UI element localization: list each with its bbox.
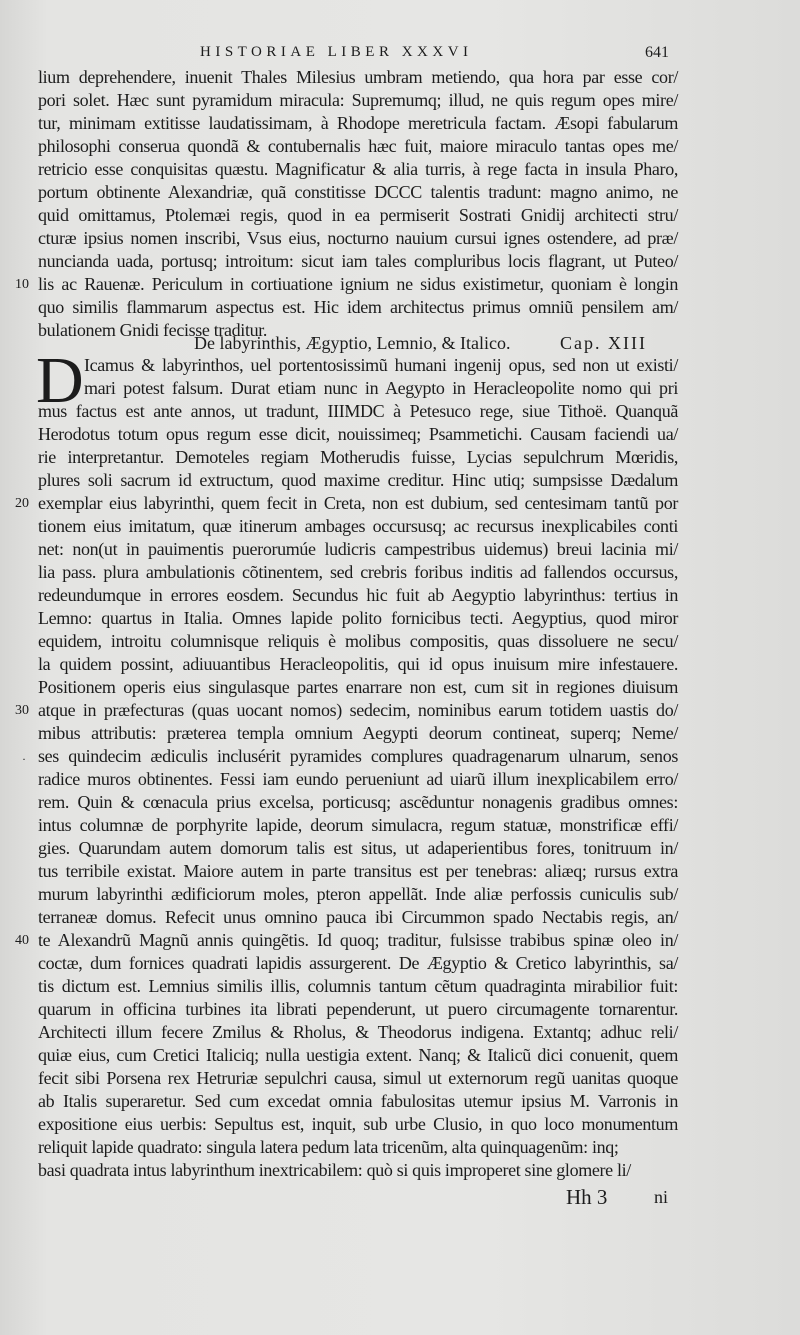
text-line: exemplar eius labyrinthi, quem fecit in Creta, non est dubium, sed centesimam tantũ por: [38, 493, 678, 513]
text-line: quo similis flammarum aspectus est. Hic idem architectus primus omniũ pensilem am/: [38, 297, 678, 317]
text-line: reliquit lapide quadrato: singula latera pedum lata tricenũm, alta quinquagenũm: inq;: [38, 1137, 619, 1157]
text-line: expositione eius uerbis: Sepultus est, inquit, sub urbe Clusio, in quo loco monumentum: [38, 1114, 678, 1134]
text-line: mus factus est ante annos, ut tradunt, IIIMDC à Petesuco rege, siue Tithoë. Quanquã: [38, 401, 678, 421]
text-line: Icamus & labyrinthos, uel portentosissimũ humani ingenij opus, sed non ut existi/: [84, 355, 678, 375]
margin-line-number: 20: [15, 496, 29, 511]
text-line: rem. Quin & cœnacula prius excelsa, porticusq; ascẽduntur nonagenis gradibus omnes:: [38, 792, 678, 812]
running-title: HISTORIAE LIBER XXXVI: [200, 44, 473, 60]
text-line: Lemno: quartus in Italia. Omnes lapide polito fornicibus tecti. Aegyptius, quod miror: [38, 608, 678, 628]
text-line: philosophi conserua quondã & contubernalis hæc fuit, maiore miraculo tantas opes me/: [38, 136, 678, 156]
text-line: te Alexandrũ Magnũ annis quingẽtis. Id quoq; traditur, fulsisse trabibus spinæ oleo in/: [38, 930, 678, 950]
text-line: terraneæ domus. Refecit unus omnino pauca ibi Circummon spado Nectabis regis, an/: [38, 907, 678, 927]
text-line: murum labyrinthi ædificiorum moles, pteron appellãt. Inde aliæ perfossis cuniculis sub/: [38, 884, 678, 904]
signature-mark: Hh 3: [566, 1185, 608, 1209]
text-line: quid omittamus, Ptolemæi regis, quod in ea permiserit Sostrati Gnidij architecti stru/: [38, 205, 678, 225]
text-line: intus columnæ de porphyrite lapide, deorum simulacra, regum statuæ, monstrificæ effi/: [38, 815, 678, 835]
text-line: retricio esse conquisitas quæstu. Magnificatur & alia turris, à rege facta in insula Pharo,: [38, 159, 678, 179]
margin-line-number: 30: [15, 703, 29, 718]
text-line: cturæ ipsius nomen inscribi, Vsus eius, nocturno nauium cursui ignes ostendere, ad præ/: [38, 228, 678, 248]
chapter-number: Cap. XIII: [560, 333, 647, 353]
text-line: gies. Quarundam autem domorum talis est situs, ut adaperientibus fores, tonitruum in/: [38, 838, 678, 858]
margin-line-number: 10: [15, 277, 29, 292]
catchword: ni: [654, 1187, 669, 1207]
drop-cap: D: [36, 344, 84, 417]
text-line: lia pass. plura ambulationis cõtinentem, sed crebris foribus inditis ad fallendos occursus,: [38, 562, 678, 582]
text-line: la quidem possint, adiuuantibus Heracleopolitis, qui id opus inuisum mire infestauere.: [38, 654, 678, 674]
text-line: ses quindecim ædiculis inclusérit pyramides complures quadragenarum ulnarum, senos: [38, 746, 678, 766]
text-line: quiæ eius, cum Cretici Italiciq; nulla uestigia extent. Nanq; & Italicũ dici conuenit, quem: [38, 1045, 678, 1065]
text-line: basi quadrata intus labyrinthum inextricabilem: quò si quis improperet sine glomere li/: [38, 1160, 631, 1180]
text-line: fecit sibi Porsena rex Hetruriæ sepulchri causa, simul ut externorum regũ uanitas quoque: [38, 1068, 678, 1088]
text-line: equidem, introitu columnisque reliquis è molibus compositis, quas dissoluere ne secu/: [38, 631, 678, 651]
margin-line-number: 40: [15, 933, 29, 948]
page-number: 641: [645, 44, 669, 61]
text-line: quarum in officina turbines ita librati pependerunt, ut puero circumagente tornarentur.: [38, 999, 678, 1019]
text-line: mari potest falsum. Durat etiam nunc in Aegypto in Heracleopolite nomo qui pri: [84, 378, 678, 398]
text-line: net: non(ut in pauimentis puerorumúe ludicris campestribus uidemus) breui lacinia mi/: [38, 539, 678, 559]
text-line: portum obtinente Alexandriæ, quã constitisse DCCC talentis tradunt: magno animo, ne: [38, 182, 678, 202]
text-line: tionem eius imitatum, quæ itinerum ambages occursusq; ac recursus inexplicabiles conti: [38, 516, 678, 536]
text-line: tus terribile existat. Maiore autem in parte transitus est per tenebras: aliæq; rursus extra: [38, 861, 678, 881]
text-line: coctæ, dum fornices quadrati lapidis assurgerent. De Ægyptio & Cretico labyrinthis, sa/: [38, 953, 678, 973]
text-line: Herodotus totum opus regum esse dicit, nouissimeq; Psammetichi. Causam faciendi ua/: [38, 424, 678, 444]
text-line: rie interpretantur. Demoteles regiam Motherudis fuisse, Lycias sepulchrum Mœridis,: [38, 447, 678, 467]
text-line: nuncianda uada, portusq; introitum: sicut iam tales compluribus locis flagrant, ut Puteo/: [38, 251, 678, 271]
margin-mark: ·: [22, 752, 26, 766]
text-line: atque in præfecturas (quas uocant nomos) sedecim, nominibus earum totidem uastis do/: [38, 700, 678, 720]
text-line: lium deprehendere, inuenit Thales Milesius umbram metiendo, qua hora par esse cor/: [38, 67, 678, 87]
chapter-heading: De labyrinthis, Ægyptio, Lemnio, & Italico.: [194, 333, 511, 353]
text-line: redeundumque in errores eosdem. Secundus hic fuit ab Aegyptio labyrinthus: tertius in: [38, 585, 678, 605]
text-line: tur, minimam extitisse laudatissimam, à Rhodope meretricula factam. Æsopi fabularum: [38, 113, 678, 133]
text-line: radice muros obtinentes. Fessi iam eundo perueniunt ad uiarũ illum inexplicabilem erro/: [38, 769, 678, 789]
text-line: bulationem Gnidi fecisse traditur.: [38, 320, 268, 340]
text-line: plures soli sacrum id extructum, quod maxime creditur. Hinc utiq; sumpsisse Dædalum: [38, 470, 678, 490]
text-line: tis dictum est. Lemnius similis illis, columnis tantum cẽtum quadraginta mirabilior fuit:: [38, 976, 678, 996]
text-line: pori solet. Hæc sunt pyramidum miracula: Supremumq; illud, ne quis regum opes mire/: [38, 90, 678, 110]
text-line: ab Italis superaretur. Sed cum excedat omnia fabulositas utemur ipsius M. Varronis in: [38, 1091, 678, 1111]
text-line: lis ac Rauenæ. Periculum in cortiuatione ignium ne sidus existimetur, quoniam è longin: [38, 274, 678, 294]
text-line: Positionem operis eius singulasque partes enarrare non est, cum sit in regiones diuisum: [38, 677, 678, 697]
text-line: mibus attributis: præterea templa omnium Aegypti deorum contineat, superq; Neme/: [38, 723, 678, 743]
text-line: Architecti illum fecere Zmilus & Rholus, & Theodorus indigena. Extantq; adhuc reli/: [38, 1022, 678, 1042]
